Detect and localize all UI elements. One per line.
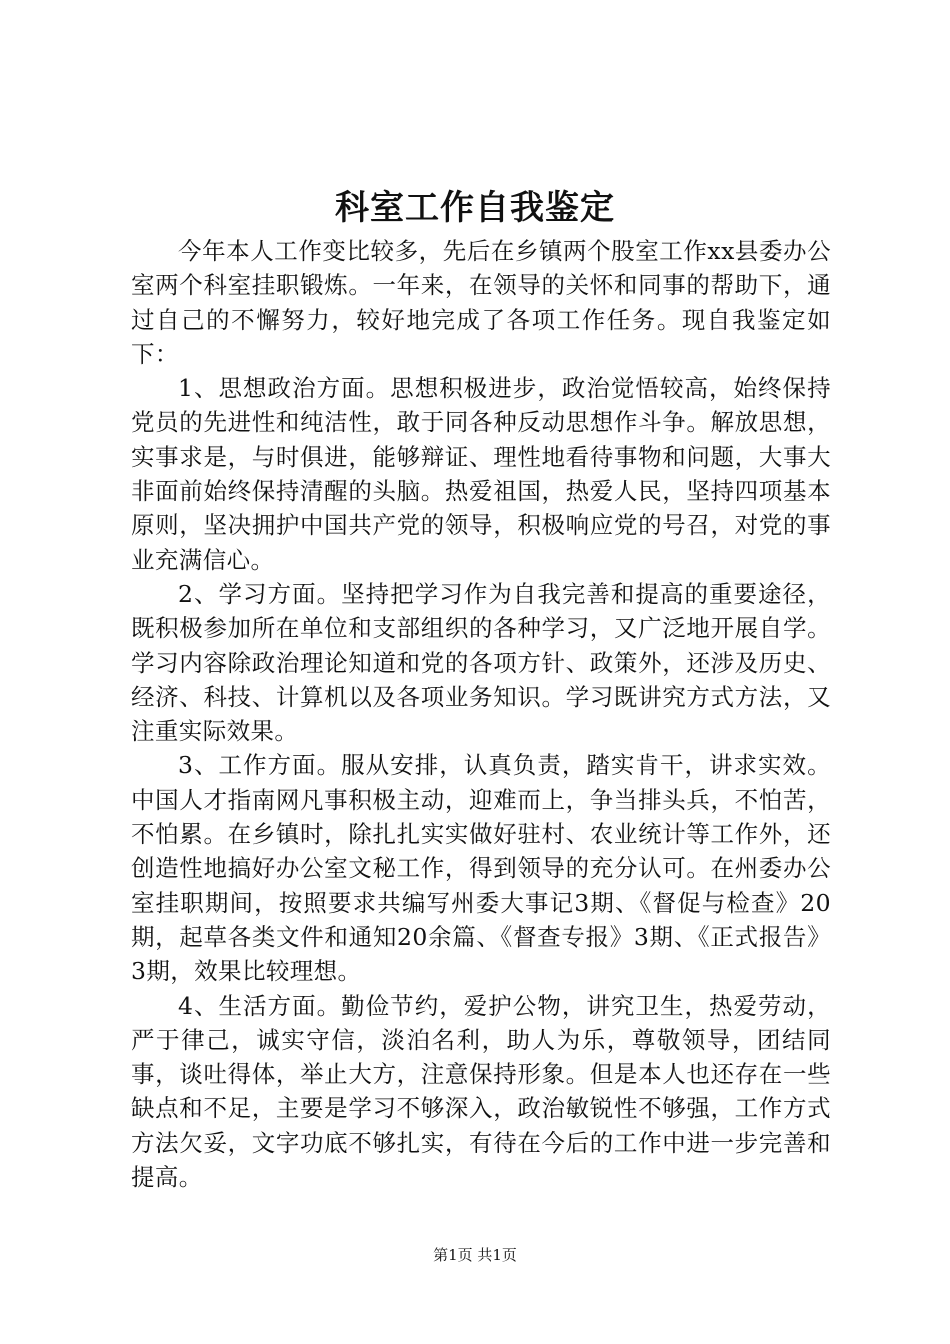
paragraph-life: 4、生活方面。勤俭节约，爱护公物，讲究卫生，热爱劳动，严于律己，诚实守信，淡泊名利，助人为乐，尊敬领导，团结同事，谈吐得体，举止大方，注意保持形象。但是本人也还存在一些缺点和不足，主要是学习不够深入，政治敏锐性不够强，工作方式方法欠妥，文字功底不够扎实，有待在今后的工作中进一步完善和提高。 (131, 991, 831, 1192)
paragraph-work: 3、工作方面。服从安排，认真负责，踏实肯干，讲求实效。中国人才指南网凡事积极主动，迎难而上，争当排头兵，不怕苦，不怕累。在乡镇时，除扎扎实实做好驻村、农业统计等工作外，还创造性地搞好办公室文秘工作，得到领导的充分认可。在州委办公室挂职期间，按照要求共编写州委大事记3期、《督促与检查》20期，起草各类文件和通知20余篇、《督查专报》3期、《正式报告》3期，效果比较理想。 (131, 751, 831, 986)
document-body (131, 234, 831, 1194)
page-number-footer: 第1页 共1页 (433, 1246, 517, 1264)
paragraph-political: 1、思想政治方面。思想积极进步，政治觉悟较高，始终保持党员的先进性和纯洁性，敢于同各种反动思想作斗争。解放思想，实事求是，与时俱进，能够辩证、理性地看待事物和问题，大事大非面前始终保持清醒的头脑。热爱祖国，热爱人民，坚持四项基本原则，坚决拥护中国共产党的领导，积极响应党的号召，对党的事业充满信心。 (131, 374, 831, 574)
document-title: 科室工作自我鉴定 (335, 188, 615, 228)
paragraph-study: 2、学习方面。坚持把学习作为自我完善和提高的重要途径，既积极参加所在单位和支部组织的各种学习，又广泛地开展自学。学习内容除政治理论知道和党的各项方针、政策外，还涉及历史、经济、科技、计算机以及各项业务知识。学习既讲究方式方法，又注重实际效果。 (131, 579, 831, 746)
paragraph-intro: 今年本人工作变比较多，先后在乡镇两个股室工作xx县委办公室两个科室挂职锻炼。一年来，在领导的关怀和同事的帮助下，通过自己的不懈努力，较好地完成了各项工作任务。现自我鉴定如下： (131, 237, 831, 368)
